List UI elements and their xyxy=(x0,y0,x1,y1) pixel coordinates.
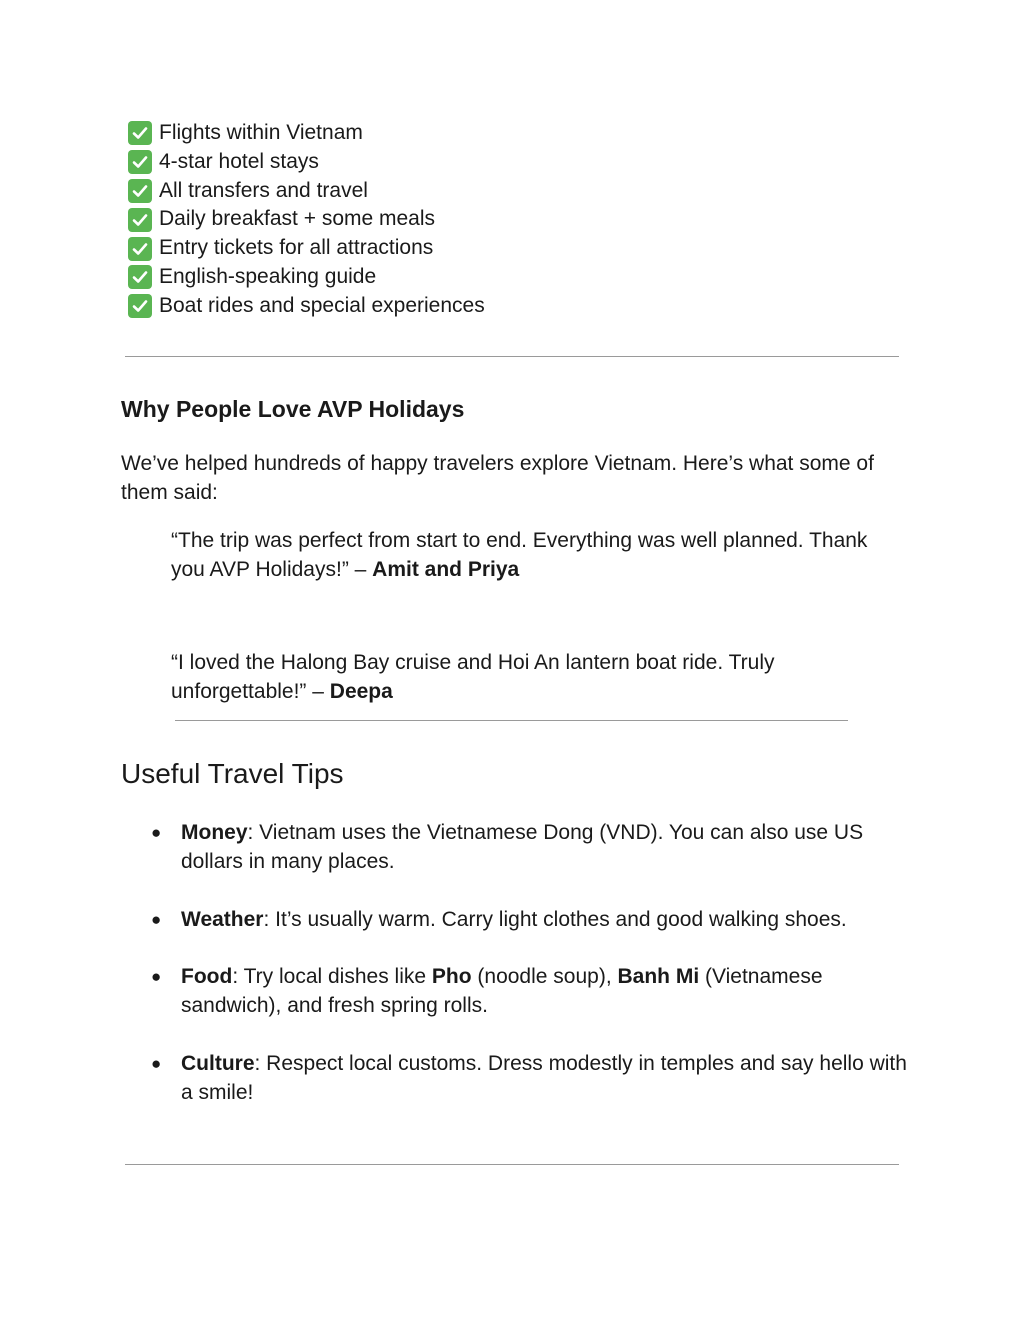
bullet-icon: ● xyxy=(151,909,162,929)
check-mark-icon xyxy=(128,294,152,318)
inclusion-label: Daily breakfast + some meals xyxy=(159,207,436,231)
tip-keyword: Weather xyxy=(181,907,264,931)
tip-item xyxy=(121,905,911,934)
horizontal-divider xyxy=(125,356,899,357)
inclusion-label: All transfers and travel xyxy=(159,178,368,202)
tip-keyword: Food xyxy=(181,965,233,988)
inclusion-label: Boat rides and special experiences xyxy=(159,293,485,317)
tip-item xyxy=(121,818,911,876)
bullet-icon: ● xyxy=(151,823,162,842)
quote-text: “The trip was perfect from start to end. Everything was well planned. Thank you AVP Holidays!” – xyxy=(171,529,868,581)
check-mark-icon xyxy=(128,179,152,203)
horizontal-divider xyxy=(125,1164,899,1165)
testimonial-quote xyxy=(171,526,871,584)
tip-item xyxy=(121,962,911,1020)
inclusion-item xyxy=(128,292,485,321)
tip-text: : Vietnam uses the Vietnamese Dong (VND). You can also use US dollars in many places. xyxy=(181,821,864,873)
check-mark-icon xyxy=(128,150,152,174)
inclusion-item xyxy=(128,205,485,234)
quote-author: Deepa xyxy=(329,680,393,703)
inclusion-item xyxy=(128,234,485,263)
tip-text: (noodle soup), xyxy=(471,965,618,988)
tips-list xyxy=(121,818,911,1135)
check-mark-icon xyxy=(128,237,152,261)
inclusion-item xyxy=(128,177,485,206)
inclusion-item xyxy=(128,263,485,292)
tip-item xyxy=(121,1049,911,1107)
tip-text: : Try local dishes like xyxy=(232,965,432,988)
check-mark-icon xyxy=(128,265,152,289)
quote-text: “I loved the Halong Bay cruise and Hoi An lantern boat ride. Truly unforgettable!” – xyxy=(171,651,775,703)
inclusion-label: English-speaking guide xyxy=(159,264,377,288)
testimonial-quote xyxy=(171,648,871,706)
check-mark-icon xyxy=(128,121,152,145)
inclusion-label: 4-star hotel stays xyxy=(159,149,319,173)
bullet-icon: ● xyxy=(151,967,162,986)
bullet-icon: ● xyxy=(151,1053,162,1073)
quote-divider xyxy=(175,720,848,721)
tip-keyword: Money xyxy=(181,821,248,844)
tip-text: (Vietnamese sandwich), and fresh spring rolls. xyxy=(181,965,823,1017)
tip-keyword: Pho xyxy=(431,965,472,988)
inclusions-list xyxy=(128,119,485,321)
tip-keyword: Culture xyxy=(181,1051,255,1075)
testimonials-intro: We’ve helped hundreds of happy travelers explore Vietnam. Here’s what some of them said: xyxy=(121,452,874,504)
tip-text: : It’s usually warm. Carry light clothes and good walking shoes. xyxy=(263,907,847,931)
quote-author: Amit and Priya xyxy=(372,558,520,581)
inclusion-item xyxy=(128,148,485,177)
tips-heading: Useful Travel Tips xyxy=(121,758,344,789)
inclusion-item xyxy=(128,119,485,148)
tip-keyword: Banh Mi xyxy=(617,965,700,988)
inclusion-label: Entry tickets for all attractions xyxy=(159,236,434,260)
testimonials-heading: Why People Love AVP Holidays xyxy=(121,396,465,422)
inclusion-label: Flights within Vietnam xyxy=(159,121,363,144)
tip-text: : Respect local customs. Dress modestly in temples and say hello with a smile! xyxy=(181,1051,907,1104)
check-mark-icon xyxy=(128,208,152,232)
